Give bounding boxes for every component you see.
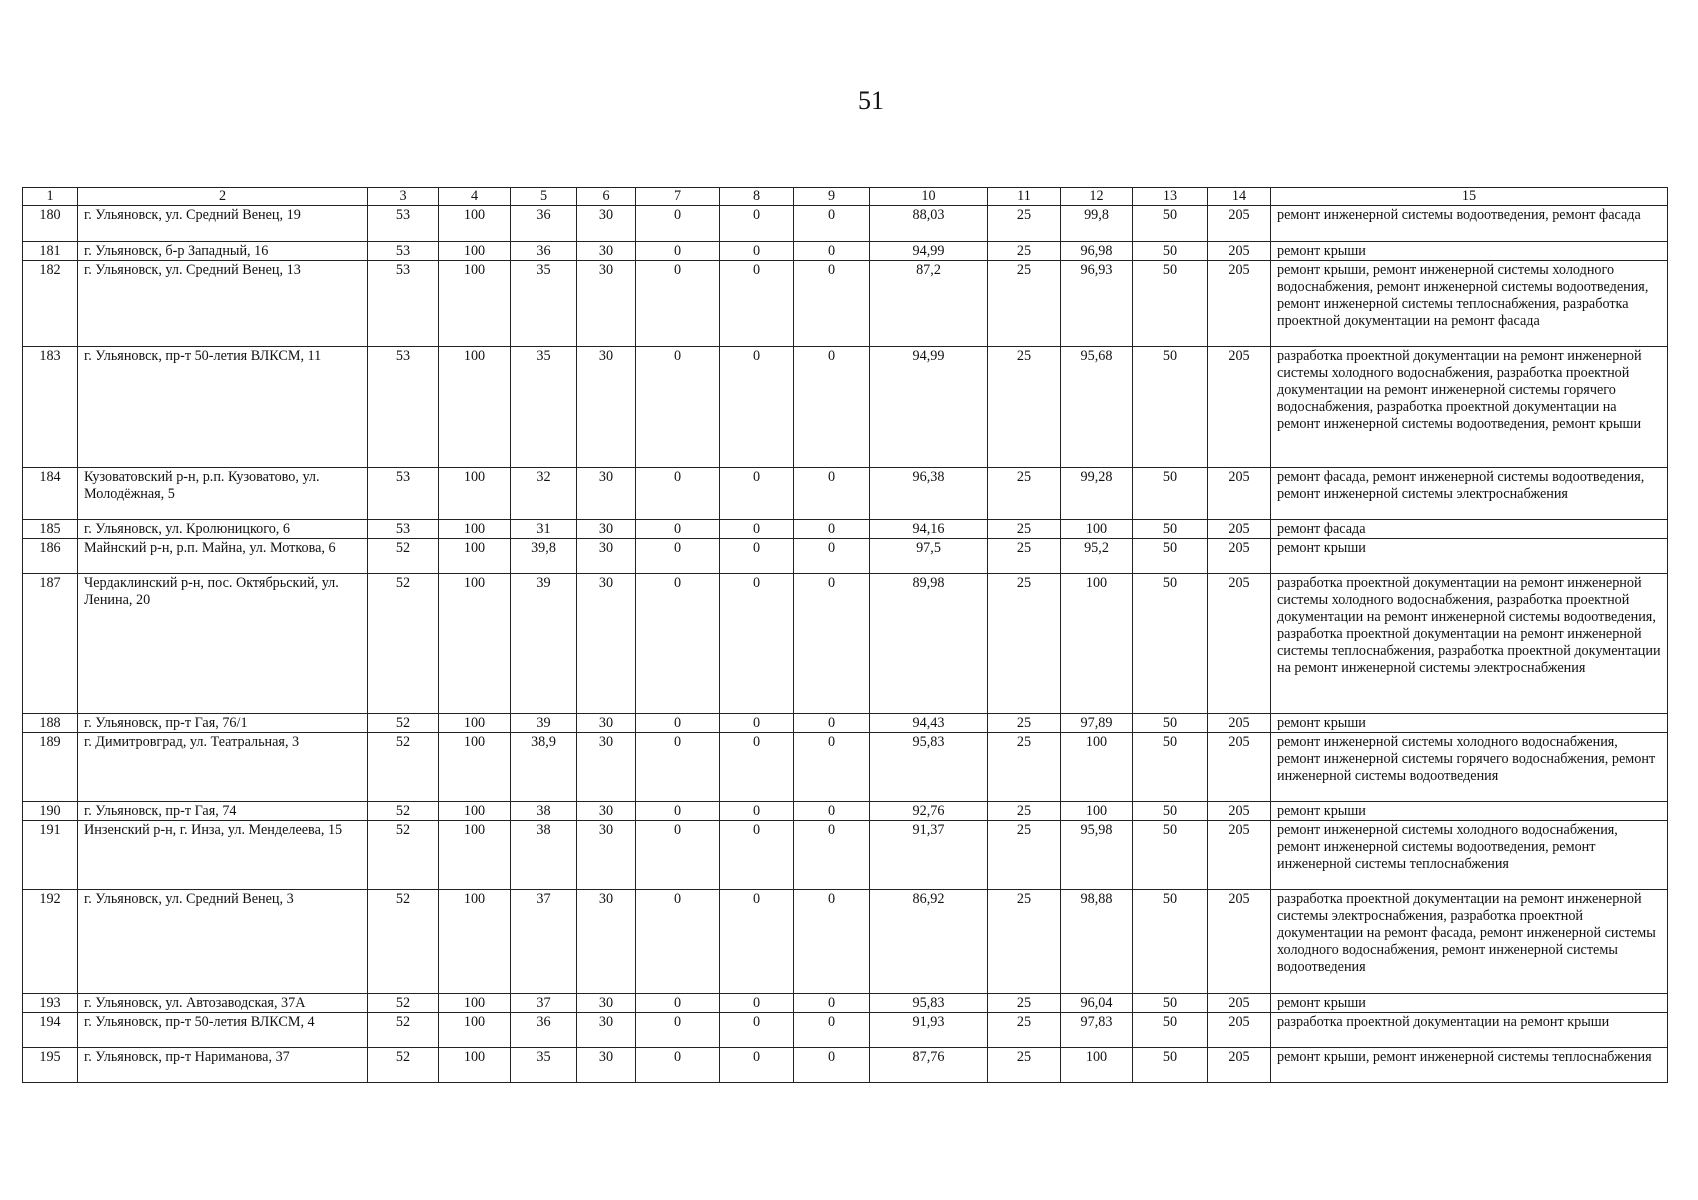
- value-cell-col-9: 0: [794, 468, 870, 520]
- value-cell-col-11: 25: [988, 574, 1061, 714]
- table-row: [23, 261, 1668, 347]
- value-cell-col-14: 205: [1208, 821, 1271, 890]
- value-cell-col-12: 100: [1061, 574, 1133, 714]
- value-cell-col-6: 30: [577, 994, 636, 1013]
- works-cell: ремонт фасада: [1271, 520, 1668, 539]
- value-cell-col-9: 0: [794, 520, 870, 539]
- value-cell-col-10: 87,76: [870, 1048, 988, 1083]
- value-cell-col-10: 96,38: [870, 468, 988, 520]
- value-cell-col-12: 100: [1061, 802, 1133, 821]
- address-cell: г. Ульяновск, ул. Средний Венец, 13: [78, 261, 368, 347]
- value-cell-col-4: 100: [439, 206, 511, 242]
- table-row: [23, 206, 1668, 242]
- row-number-cell: 188: [23, 714, 78, 733]
- value-cell-col-4: 100: [439, 802, 511, 821]
- value-cell-col-7: 0: [636, 802, 720, 821]
- value-cell-col-10: 94,16: [870, 520, 988, 539]
- value-cell-col-11: 25: [988, 821, 1061, 890]
- value-cell-col-4: 100: [439, 347, 511, 468]
- value-cell-col-13: 50: [1133, 1013, 1208, 1048]
- value-cell-col-5: 39: [511, 714, 577, 733]
- address-cell: г. Димитровград, ул. Театральная, 3: [78, 733, 368, 802]
- value-cell-col-10: 87,2: [870, 261, 988, 347]
- column-header-9: 9: [794, 188, 870, 206]
- value-cell-col-7: 0: [636, 714, 720, 733]
- value-cell-col-9: 0: [794, 994, 870, 1013]
- value-cell-col-3: 53: [368, 347, 439, 468]
- value-cell-col-7: 0: [636, 890, 720, 994]
- value-cell-col-7: 0: [636, 733, 720, 802]
- works-cell: ремонт крыши, ремонт инженерной системы холодного водоснабжения, ремонт инженерной системы водоотведения, ремонт инженерной системы теплоснабжения, разработка проектной документации на ремонт фасада: [1271, 261, 1668, 347]
- value-cell-col-11: 25: [988, 890, 1061, 994]
- value-cell-col-6: 30: [577, 802, 636, 821]
- value-cell-col-6: 30: [577, 733, 636, 802]
- value-cell-col-14: 205: [1208, 1048, 1271, 1083]
- row-number-cell: 185: [23, 520, 78, 539]
- value-cell-col-10: 91,93: [870, 1013, 988, 1048]
- value-cell-col-8: 0: [720, 1048, 794, 1083]
- value-cell-col-13: 50: [1133, 539, 1208, 574]
- table-row: [23, 520, 1668, 539]
- value-cell-col-5: 38,9: [511, 733, 577, 802]
- value-cell-col-14: 205: [1208, 242, 1271, 261]
- value-cell-col-3: 53: [368, 261, 439, 347]
- value-cell-col-6: 30: [577, 1048, 636, 1083]
- works-cell: ремонт крыши: [1271, 539, 1668, 574]
- value-cell-col-7: 0: [636, 206, 720, 242]
- value-cell-col-13: 50: [1133, 1048, 1208, 1083]
- value-cell-col-7: 0: [636, 520, 720, 539]
- value-cell-col-6: 30: [577, 468, 636, 520]
- value-cell-col-13: 50: [1133, 347, 1208, 468]
- value-cell-col-5: 39,8: [511, 539, 577, 574]
- works-cell: ремонт крыши: [1271, 994, 1668, 1013]
- table-body: [23, 206, 1668, 1083]
- table-row: [23, 242, 1668, 261]
- address-cell: г. Ульяновск, ул. Средний Венец, 3: [78, 890, 368, 994]
- value-cell-col-3: 52: [368, 802, 439, 821]
- table-row: [23, 1013, 1668, 1048]
- column-header-5: 5: [511, 188, 577, 206]
- value-cell-col-12: 100: [1061, 733, 1133, 802]
- value-cell-col-10: 86,92: [870, 890, 988, 994]
- table-row: [23, 890, 1668, 994]
- works-cell: ремонт крыши: [1271, 714, 1668, 733]
- value-cell-col-12: 95,2: [1061, 539, 1133, 574]
- value-cell-col-13: 50: [1133, 261, 1208, 347]
- row-number-cell: 182: [23, 261, 78, 347]
- value-cell-col-3: 53: [368, 520, 439, 539]
- value-cell-col-5: 38: [511, 821, 577, 890]
- value-cell-col-4: 100: [439, 574, 511, 714]
- value-cell-col-9: 0: [794, 1048, 870, 1083]
- row-number-cell: 180: [23, 206, 78, 242]
- value-cell-col-14: 205: [1208, 994, 1271, 1013]
- data-table: [22, 187, 1668, 1083]
- value-cell-col-8: 0: [720, 714, 794, 733]
- value-cell-col-8: 0: [720, 733, 794, 802]
- value-cell-col-3: 53: [368, 206, 439, 242]
- row-number-cell: 190: [23, 802, 78, 821]
- value-cell-col-9: 0: [794, 539, 870, 574]
- row-number-cell: 184: [23, 468, 78, 520]
- works-cell: ремонт инженерной системы холодного водоснабжения, ремонт инженерной системы водоотведения, ремонт инженерной системы теплоснабжения: [1271, 821, 1668, 890]
- value-cell-col-8: 0: [720, 468, 794, 520]
- address-cell: Инзенский р-н, г. Инза, ул. Менделеева, 15: [78, 821, 368, 890]
- column-header-10: 10: [870, 188, 988, 206]
- value-cell-col-4: 100: [439, 261, 511, 347]
- value-cell-col-10: 95,83: [870, 733, 988, 802]
- value-cell-col-14: 205: [1208, 714, 1271, 733]
- value-cell-col-11: 25: [988, 733, 1061, 802]
- address-cell: г. Ульяновск, б-р Западный, 16: [78, 242, 368, 261]
- value-cell-col-7: 0: [636, 539, 720, 574]
- table-row: [23, 1048, 1668, 1083]
- address-cell: г. Ульяновск, ул. Автозаводская, 37А: [78, 994, 368, 1013]
- value-cell-col-7: 0: [636, 468, 720, 520]
- value-cell-col-12: 97,83: [1061, 1013, 1133, 1048]
- value-cell-col-10: 89,98: [870, 574, 988, 714]
- value-cell-col-11: 25: [988, 1013, 1061, 1048]
- value-cell-col-12: 100: [1061, 520, 1133, 539]
- value-cell-col-7: 0: [636, 821, 720, 890]
- value-cell-col-4: 100: [439, 733, 511, 802]
- value-cell-col-13: 50: [1133, 714, 1208, 733]
- value-cell-col-4: 100: [439, 714, 511, 733]
- value-cell-col-4: 100: [439, 994, 511, 1013]
- table-row: [23, 574, 1668, 714]
- works-cell: ремонт крыши: [1271, 802, 1668, 821]
- table-row: [23, 733, 1668, 802]
- works-cell: разработка проектной документации на ремонт инженерной системы холодного водоснабжения, разработка проектной документации на ремонт инженерной системы горячего водоснабжения, разработка проектной документации на ремонт инженерной системы водоотведения, ремонт крыши: [1271, 347, 1668, 468]
- value-cell-col-11: 25: [988, 802, 1061, 821]
- value-cell-col-12: 96,93: [1061, 261, 1133, 347]
- address-cell: г. Ульяновск, пр-т 50-летия ВЛКСМ, 11: [78, 347, 368, 468]
- works-cell: ремонт крыши: [1271, 242, 1668, 261]
- value-cell-col-6: 30: [577, 890, 636, 994]
- value-cell-col-8: 0: [720, 242, 794, 261]
- value-cell-col-12: 97,89: [1061, 714, 1133, 733]
- value-cell-col-10: 88,03: [870, 206, 988, 242]
- value-cell-col-12: 95,68: [1061, 347, 1133, 468]
- address-cell: г. Ульяновск, пр-т Гая, 76/1: [78, 714, 368, 733]
- address-cell: Майнский р-н, р.п. Майна, ул. Моткова, 6: [78, 539, 368, 574]
- value-cell-col-4: 100: [439, 1013, 511, 1048]
- value-cell-col-10: 91,37: [870, 821, 988, 890]
- value-cell-col-5: 36: [511, 242, 577, 261]
- column-header-4: 4: [439, 188, 511, 206]
- value-cell-col-10: 95,83: [870, 994, 988, 1013]
- value-cell-col-4: 100: [439, 821, 511, 890]
- value-cell-col-6: 30: [577, 574, 636, 714]
- value-cell-col-7: 0: [636, 1013, 720, 1048]
- address-cell: г. Ульяновск, пр-т Гая, 74: [78, 802, 368, 821]
- value-cell-col-11: 25: [988, 1048, 1061, 1083]
- value-cell-col-12: 100: [1061, 1048, 1133, 1083]
- value-cell-col-13: 50: [1133, 574, 1208, 714]
- value-cell-col-14: 205: [1208, 520, 1271, 539]
- value-cell-col-12: 95,98: [1061, 821, 1133, 890]
- value-cell-col-10: 94,43: [870, 714, 988, 733]
- column-header-6: 6: [577, 188, 636, 206]
- value-cell-col-3: 53: [368, 242, 439, 261]
- column-header-1: 1: [23, 188, 78, 206]
- column-header-14: 14: [1208, 188, 1271, 206]
- value-cell-col-3: 52: [368, 994, 439, 1013]
- value-cell-col-5: 35: [511, 261, 577, 347]
- value-cell-col-11: 25: [988, 539, 1061, 574]
- value-cell-col-9: 0: [794, 206, 870, 242]
- value-cell-col-14: 205: [1208, 261, 1271, 347]
- column-header-8: 8: [720, 188, 794, 206]
- works-cell: разработка проектной документации на ремонт крыши: [1271, 1013, 1668, 1048]
- value-cell-col-9: 0: [794, 714, 870, 733]
- value-cell-col-5: 35: [511, 347, 577, 468]
- value-cell-col-6: 30: [577, 261, 636, 347]
- value-cell-col-7: 0: [636, 261, 720, 347]
- value-cell-col-8: 0: [720, 1013, 794, 1048]
- value-cell-col-8: 0: [720, 994, 794, 1013]
- value-cell-col-4: 100: [439, 242, 511, 261]
- address-cell: Чердаклинский р-н, пос. Октябрьский, ул. Ленина, 20: [78, 574, 368, 714]
- value-cell-col-4: 100: [439, 890, 511, 994]
- column-header-15: 15: [1271, 188, 1668, 206]
- value-cell-col-7: 0: [636, 1048, 720, 1083]
- row-number-cell: 193: [23, 994, 78, 1013]
- works-cell: разработка проектной документации на ремонт инженерной системы холодного водоснабжения, разработка проектной документации на ремонт инженерной системы водоотведения, разработка проектной документации на ремонт инженерной системы теплоснабжения, разработка проектной документации на ремонт инженерной системы электроснабжения: [1271, 574, 1668, 714]
- row-number-cell: 191: [23, 821, 78, 890]
- row-number-cell: 194: [23, 1013, 78, 1048]
- value-cell-col-13: 50: [1133, 802, 1208, 821]
- column-header-12: 12: [1061, 188, 1133, 206]
- table-row: [23, 539, 1668, 574]
- value-cell-col-6: 30: [577, 821, 636, 890]
- value-cell-col-5: 39: [511, 574, 577, 714]
- data-table-wrapper: [22, 187, 1668, 1083]
- value-cell-col-13: 50: [1133, 468, 1208, 520]
- value-cell-col-14: 205: [1208, 733, 1271, 802]
- value-cell-col-5: 31: [511, 520, 577, 539]
- value-cell-col-9: 0: [794, 574, 870, 714]
- value-cell-col-14: 205: [1208, 468, 1271, 520]
- value-cell-col-5: 32: [511, 468, 577, 520]
- value-cell-col-5: 37: [511, 994, 577, 1013]
- value-cell-col-11: 25: [988, 714, 1061, 733]
- value-cell-col-10: 97,5: [870, 539, 988, 574]
- value-cell-col-10: 94,99: [870, 347, 988, 468]
- value-cell-col-4: 100: [439, 520, 511, 539]
- row-number-cell: 195: [23, 1048, 78, 1083]
- value-cell-col-3: 52: [368, 821, 439, 890]
- works-cell: ремонт фасада, ремонт инженерной системы водоотведения, ремонт инженерной системы электроснабжения: [1271, 468, 1668, 520]
- value-cell-col-13: 50: [1133, 520, 1208, 539]
- value-cell-col-12: 96,98: [1061, 242, 1133, 261]
- value-cell-col-14: 205: [1208, 347, 1271, 468]
- value-cell-col-8: 0: [720, 347, 794, 468]
- value-cell-col-13: 50: [1133, 733, 1208, 802]
- value-cell-col-3: 52: [368, 733, 439, 802]
- value-cell-col-6: 30: [577, 347, 636, 468]
- value-cell-col-11: 25: [988, 206, 1061, 242]
- value-cell-col-9: 0: [794, 242, 870, 261]
- value-cell-col-8: 0: [720, 206, 794, 242]
- works-cell: ремонт инженерной системы водоотведения, ремонт фасада: [1271, 206, 1668, 242]
- value-cell-col-9: 0: [794, 1013, 870, 1048]
- value-cell-col-5: 38: [511, 802, 577, 821]
- value-cell-col-9: 0: [794, 802, 870, 821]
- column-header-11: 11: [988, 188, 1061, 206]
- address-cell: г. Ульяновск, пр-т Нариманова, 37: [78, 1048, 368, 1083]
- value-cell-col-14: 205: [1208, 574, 1271, 714]
- value-cell-col-11: 25: [988, 242, 1061, 261]
- value-cell-col-12: 99,8: [1061, 206, 1133, 242]
- value-cell-col-13: 50: [1133, 821, 1208, 890]
- table-row: [23, 994, 1668, 1013]
- column-header-2: 2: [78, 188, 368, 206]
- value-cell-col-6: 30: [577, 242, 636, 261]
- works-cell: разработка проектной документации на ремонт инженерной системы электроснабжения, разработка проектной документации на ремонт фасада, ремонт инженерной системы холодного водоснабжения, ремонт инженерной системы водоотведения: [1271, 890, 1668, 994]
- value-cell-col-13: 50: [1133, 242, 1208, 261]
- works-cell: ремонт крыши, ремонт инженерной системы теплоснабжения: [1271, 1048, 1668, 1083]
- value-cell-col-14: 205: [1208, 539, 1271, 574]
- value-cell-col-3: 52: [368, 1048, 439, 1083]
- value-cell-col-3: 52: [368, 714, 439, 733]
- address-cell: г. Ульяновск, ул. Средний Венец, 19: [78, 206, 368, 242]
- value-cell-col-3: 52: [368, 1013, 439, 1048]
- address-cell: г. Ульяновск, ул. Кролюницкого, 6: [78, 520, 368, 539]
- table-row: [23, 802, 1668, 821]
- value-cell-col-14: 205: [1208, 802, 1271, 821]
- value-cell-col-5: 36: [511, 206, 577, 242]
- value-cell-col-14: 205: [1208, 890, 1271, 994]
- value-cell-col-9: 0: [794, 733, 870, 802]
- column-header-7: 7: [636, 188, 720, 206]
- value-cell-col-3: 53: [368, 468, 439, 520]
- value-cell-col-3: 52: [368, 574, 439, 714]
- value-cell-col-11: 25: [988, 347, 1061, 468]
- header-row: [23, 188, 1668, 206]
- address-cell: Кузоватовский р-н, р.п. Кузоватово, ул. Молодёжная, 5: [78, 468, 368, 520]
- value-cell-col-4: 100: [439, 468, 511, 520]
- value-cell-col-14: 205: [1208, 1013, 1271, 1048]
- value-cell-col-9: 0: [794, 821, 870, 890]
- row-number-cell: 189: [23, 733, 78, 802]
- value-cell-col-7: 0: [636, 347, 720, 468]
- value-cell-col-4: 100: [439, 539, 511, 574]
- row-number-cell: 186: [23, 539, 78, 574]
- table-row: [23, 347, 1668, 468]
- value-cell-col-6: 30: [577, 539, 636, 574]
- value-cell-col-7: 0: [636, 574, 720, 714]
- value-cell-col-6: 30: [577, 1013, 636, 1048]
- value-cell-col-6: 30: [577, 206, 636, 242]
- value-cell-col-12: 99,28: [1061, 468, 1133, 520]
- value-cell-col-5: 35: [511, 1048, 577, 1083]
- value-cell-col-10: 94,99: [870, 242, 988, 261]
- value-cell-col-8: 0: [720, 574, 794, 714]
- value-cell-col-4: 100: [439, 1048, 511, 1083]
- value-cell-col-8: 0: [720, 890, 794, 994]
- row-number-cell: 181: [23, 242, 78, 261]
- table-row: [23, 714, 1668, 733]
- value-cell-col-11: 25: [988, 468, 1061, 520]
- value-cell-col-11: 25: [988, 261, 1061, 347]
- value-cell-col-11: 25: [988, 994, 1061, 1013]
- value-cell-col-5: 36: [511, 1013, 577, 1048]
- value-cell-col-13: 50: [1133, 206, 1208, 242]
- column-header-3: 3: [368, 188, 439, 206]
- value-cell-col-11: 25: [988, 520, 1061, 539]
- value-cell-col-14: 205: [1208, 206, 1271, 242]
- column-header-13: 13: [1133, 188, 1208, 206]
- value-cell-col-12: 96,04: [1061, 994, 1133, 1013]
- value-cell-col-7: 0: [636, 994, 720, 1013]
- value-cell-col-6: 30: [577, 520, 636, 539]
- value-cell-col-9: 0: [794, 347, 870, 468]
- table-row: [23, 468, 1668, 520]
- value-cell-col-13: 50: [1133, 890, 1208, 994]
- table-row: [23, 821, 1668, 890]
- value-cell-col-5: 37: [511, 890, 577, 994]
- value-cell-col-3: 52: [368, 890, 439, 994]
- value-cell-col-8: 0: [720, 821, 794, 890]
- works-cell: ремонт инженерной системы холодного водоснабжения, ремонт инженерной системы горячего водоснабжения, ремонт инженерной системы водоотведения: [1271, 733, 1668, 802]
- value-cell-col-12: 98,88: [1061, 890, 1133, 994]
- row-number-cell: 192: [23, 890, 78, 994]
- value-cell-col-9: 0: [794, 890, 870, 994]
- value-cell-col-6: 30: [577, 714, 636, 733]
- address-cell: г. Ульяновск, пр-т 50-летия ВЛКСМ, 4: [78, 1013, 368, 1048]
- row-number-cell: 187: [23, 574, 78, 714]
- value-cell-col-9: 0: [794, 261, 870, 347]
- row-number-cell: 183: [23, 347, 78, 468]
- value-cell-col-8: 0: [720, 802, 794, 821]
- value-cell-col-8: 0: [720, 520, 794, 539]
- value-cell-col-7: 0: [636, 242, 720, 261]
- value-cell-col-8: 0: [720, 261, 794, 347]
- value-cell-col-10: 92,76: [870, 802, 988, 821]
- value-cell-col-3: 52: [368, 539, 439, 574]
- value-cell-col-8: 0: [720, 539, 794, 574]
- value-cell-col-13: 50: [1133, 994, 1208, 1013]
- page-number: 51: [858, 86, 884, 115]
